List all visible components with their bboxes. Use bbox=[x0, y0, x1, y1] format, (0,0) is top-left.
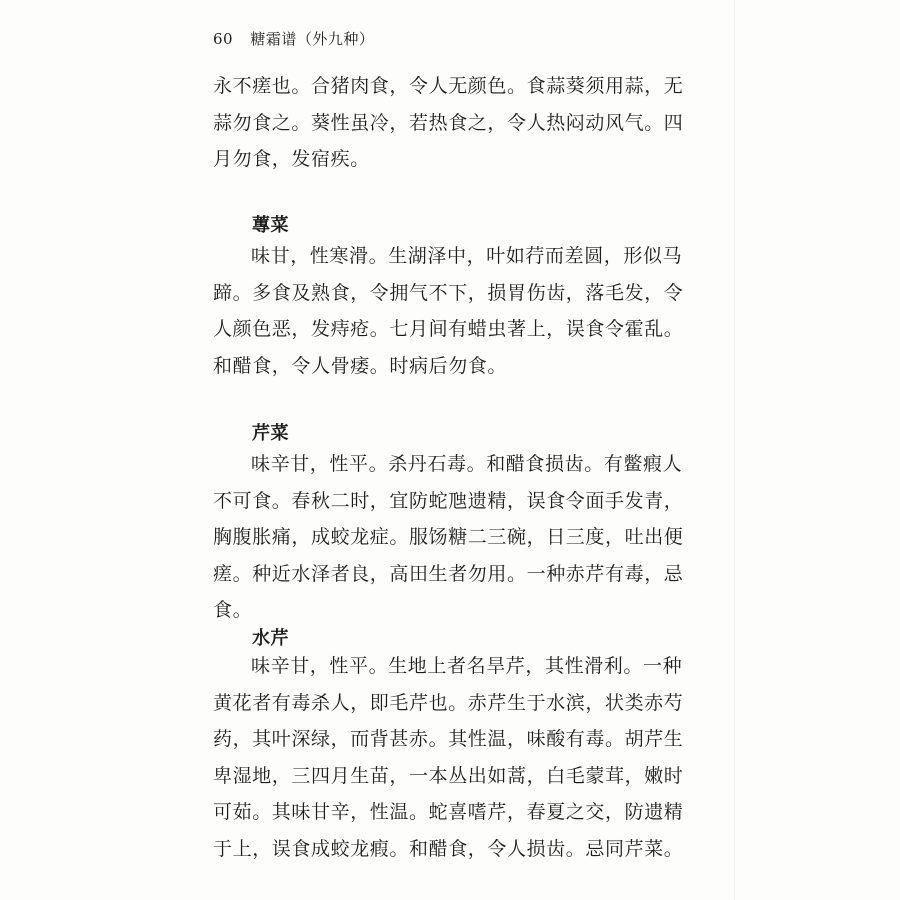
entry-title-shuiqin: 水芹 bbox=[252, 628, 289, 649]
page-number: 60 bbox=[213, 30, 234, 48]
book-title: 糖霜谱（外九种） bbox=[250, 30, 375, 48]
entry-text-chuncai: 味甘，性寒滑。生湖泽中，叶如荇而差圆，形似马蹄。多食及熟食，令拥气不下，损胃伤齿，落毛发，令人颜色恶，发痔疮。七月间有蜡虫著上，误食令霍乱。和醋食，令人骨痿。时病后勿食。 bbox=[213, 245, 684, 377]
continuation-paragraph: 永不瘥也。合猪肉食，令人无颜色。食蒜葵须用蒜，无蒜勿食之。葵性虽冷，若热食之，令人热闷动风气。四月勿食，发宿疾。 bbox=[213, 75, 684, 170]
page-edge-shadow bbox=[734, 0, 735, 900]
entry-title-qincai: 芹菜 bbox=[252, 423, 289, 444]
running-header bbox=[213, 28, 374, 49]
entry-text-qincai: 味辛甘，性平。杀丹石毒。和醋食损齿。有鳖瘕人不可食。春秋二时，宜防蛇虺遗精，误食令面手发青，胸腹胀痛，成蛟龙症。服饧糖二三碗，日三度，吐出便瘥。种近水泽者良，高田生者勿用。一种赤芹有毒，忌食。 bbox=[213, 453, 684, 621]
entry-title-chuncai: 蓴菜 bbox=[252, 215, 289, 236]
entry-text-shuiqin: 味辛甘，性平。生地上者名旱芹，其性滑利。一种黄花者有毒杀人，即毛芹也。赤芹生于水滨，状类赤芍药，其叶深绿，而背甚赤。其性温，味酸有毒。胡芹生卑湿地，三四月生苗，一本丛出如蒿，白毛蒙茸，嫩时可茹。其味甘辛，性温。蛇喜嗜芹，春夏之交，防遗精于上，误食成蛟龙瘕。和醋食，令人损齿。忌同芹菜。 bbox=[213, 655, 684, 860]
